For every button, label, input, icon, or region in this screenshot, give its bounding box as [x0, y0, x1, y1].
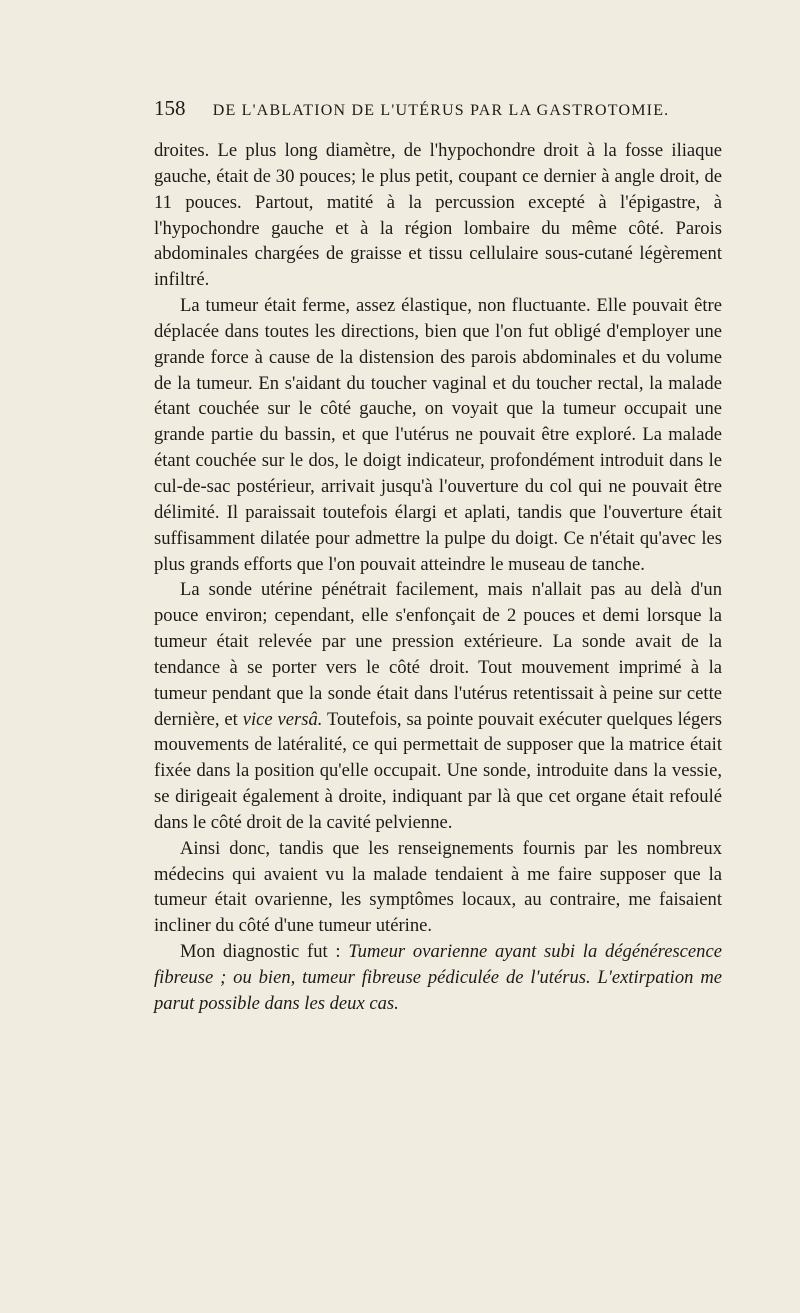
paragraph-uterine-probe: [154, 577, 722, 835]
paragraph-conclusion: Ainsi donc, tandis que les renseignements fournis par les nombreux médecins qui avaient vu la malade tendaient à me faire supposer que la tumeur était ovarienne, les symptômes locaux, au contraire, me faisaient incliner du côté d'une tumeur utérine.: [154, 837, 722, 937]
vice-versa-italic: vice versâ.: [242, 708, 323, 730]
paragraph-measurements: droites. Le plus long diamètre, de l'hypochondre droit à la fosse iliaque gauche, était de 30 pouces; le plus petit, coupant ce dernier à angle droit, de 11 pouces. Partout, matité à la percussion excepté à l'épigastre, à l'hypochondre gauche et à la région lombaire du même côté. Parois abdominales chargées de graisse et tissu cellulaire sous-cutané légèrement infiltré.: [154, 140, 722, 291]
probe-text-end: Toutefois, sa pointe pouvait exécuter quelques légers mouvements de latéralité, ce qui permettait de supposer que la matrice était fixée dans la position qu'elle occupait. Une sonde, introduite dans la vessie, se dirigeait également à droite, indiquant par là que cet organe était refoulé dans le côté droit de la cavité pelvienne.: [154, 708, 722, 833]
body-text: [154, 138, 722, 1017]
paragraph-tumor-exam: La tumeur était ferme, assez élastique, non fluctuante. Elle pouvait être déplacée dans toutes les directions, bien que l'on fut obligé d'employer une grande force à cause de la distension des parois abdominales et du volume de la tumeur. En s'aidant du toucher vaginal et du toucher rectal, la malade étant couchée sur le côté gauche, on voyait que la tumeur occupait une grande partie du bassin, et que l'utérus ne pouvait être exploré. La malade étant couchée sur le dos, le doigt indicateur, profondément introduit dans le cul-de-sac postérieur, arrivait jusqu'à l'ouverture du col qui ne pouvait être délimité. Il paraissait toutefois élargi et aplati, tandis que l'ouverture était suffisamment dilatée pour admettre la pulpe du doigt. Ce n'était qu'avec les plus grands efforts que l'on pouvait atteindre le museau de tanche.: [154, 295, 722, 575]
diagnosis-lead: Mon diagnostic fut :: [180, 941, 349, 963]
running-title: DE L'ABLATION DE L'UTÉRUS PAR LA GASTROTOMIE.: [212, 102, 670, 119]
paragraph-diagnosis: [154, 939, 722, 1017]
page-header: [154, 96, 714, 121]
probe-text-start: La sonde utérine pénétrait facilement, mais n'allait pas au delà d'un pouce environ; cependant, elle s'enfonçait de 2 pouces et demi lorsque la tumeur était relevée par une pression extérieure. La sonde avait de la tendance à se porter vers le côté droit. Tout mouvement imprimé à la tumeur pendant que la sonde était dans l'utérus retentissait à peine sur cette dernière, et: [154, 579, 722, 730]
diagnosis-italic: Tumeur ovarienne ayant subi la dégénérescence fibreuse ; ou bien, tumeur fibreuse pédiculée de l'utérus. L'extirpation me parut possible dans les deux cas.: [154, 941, 722, 1014]
page-number: 158: [154, 96, 186, 120]
